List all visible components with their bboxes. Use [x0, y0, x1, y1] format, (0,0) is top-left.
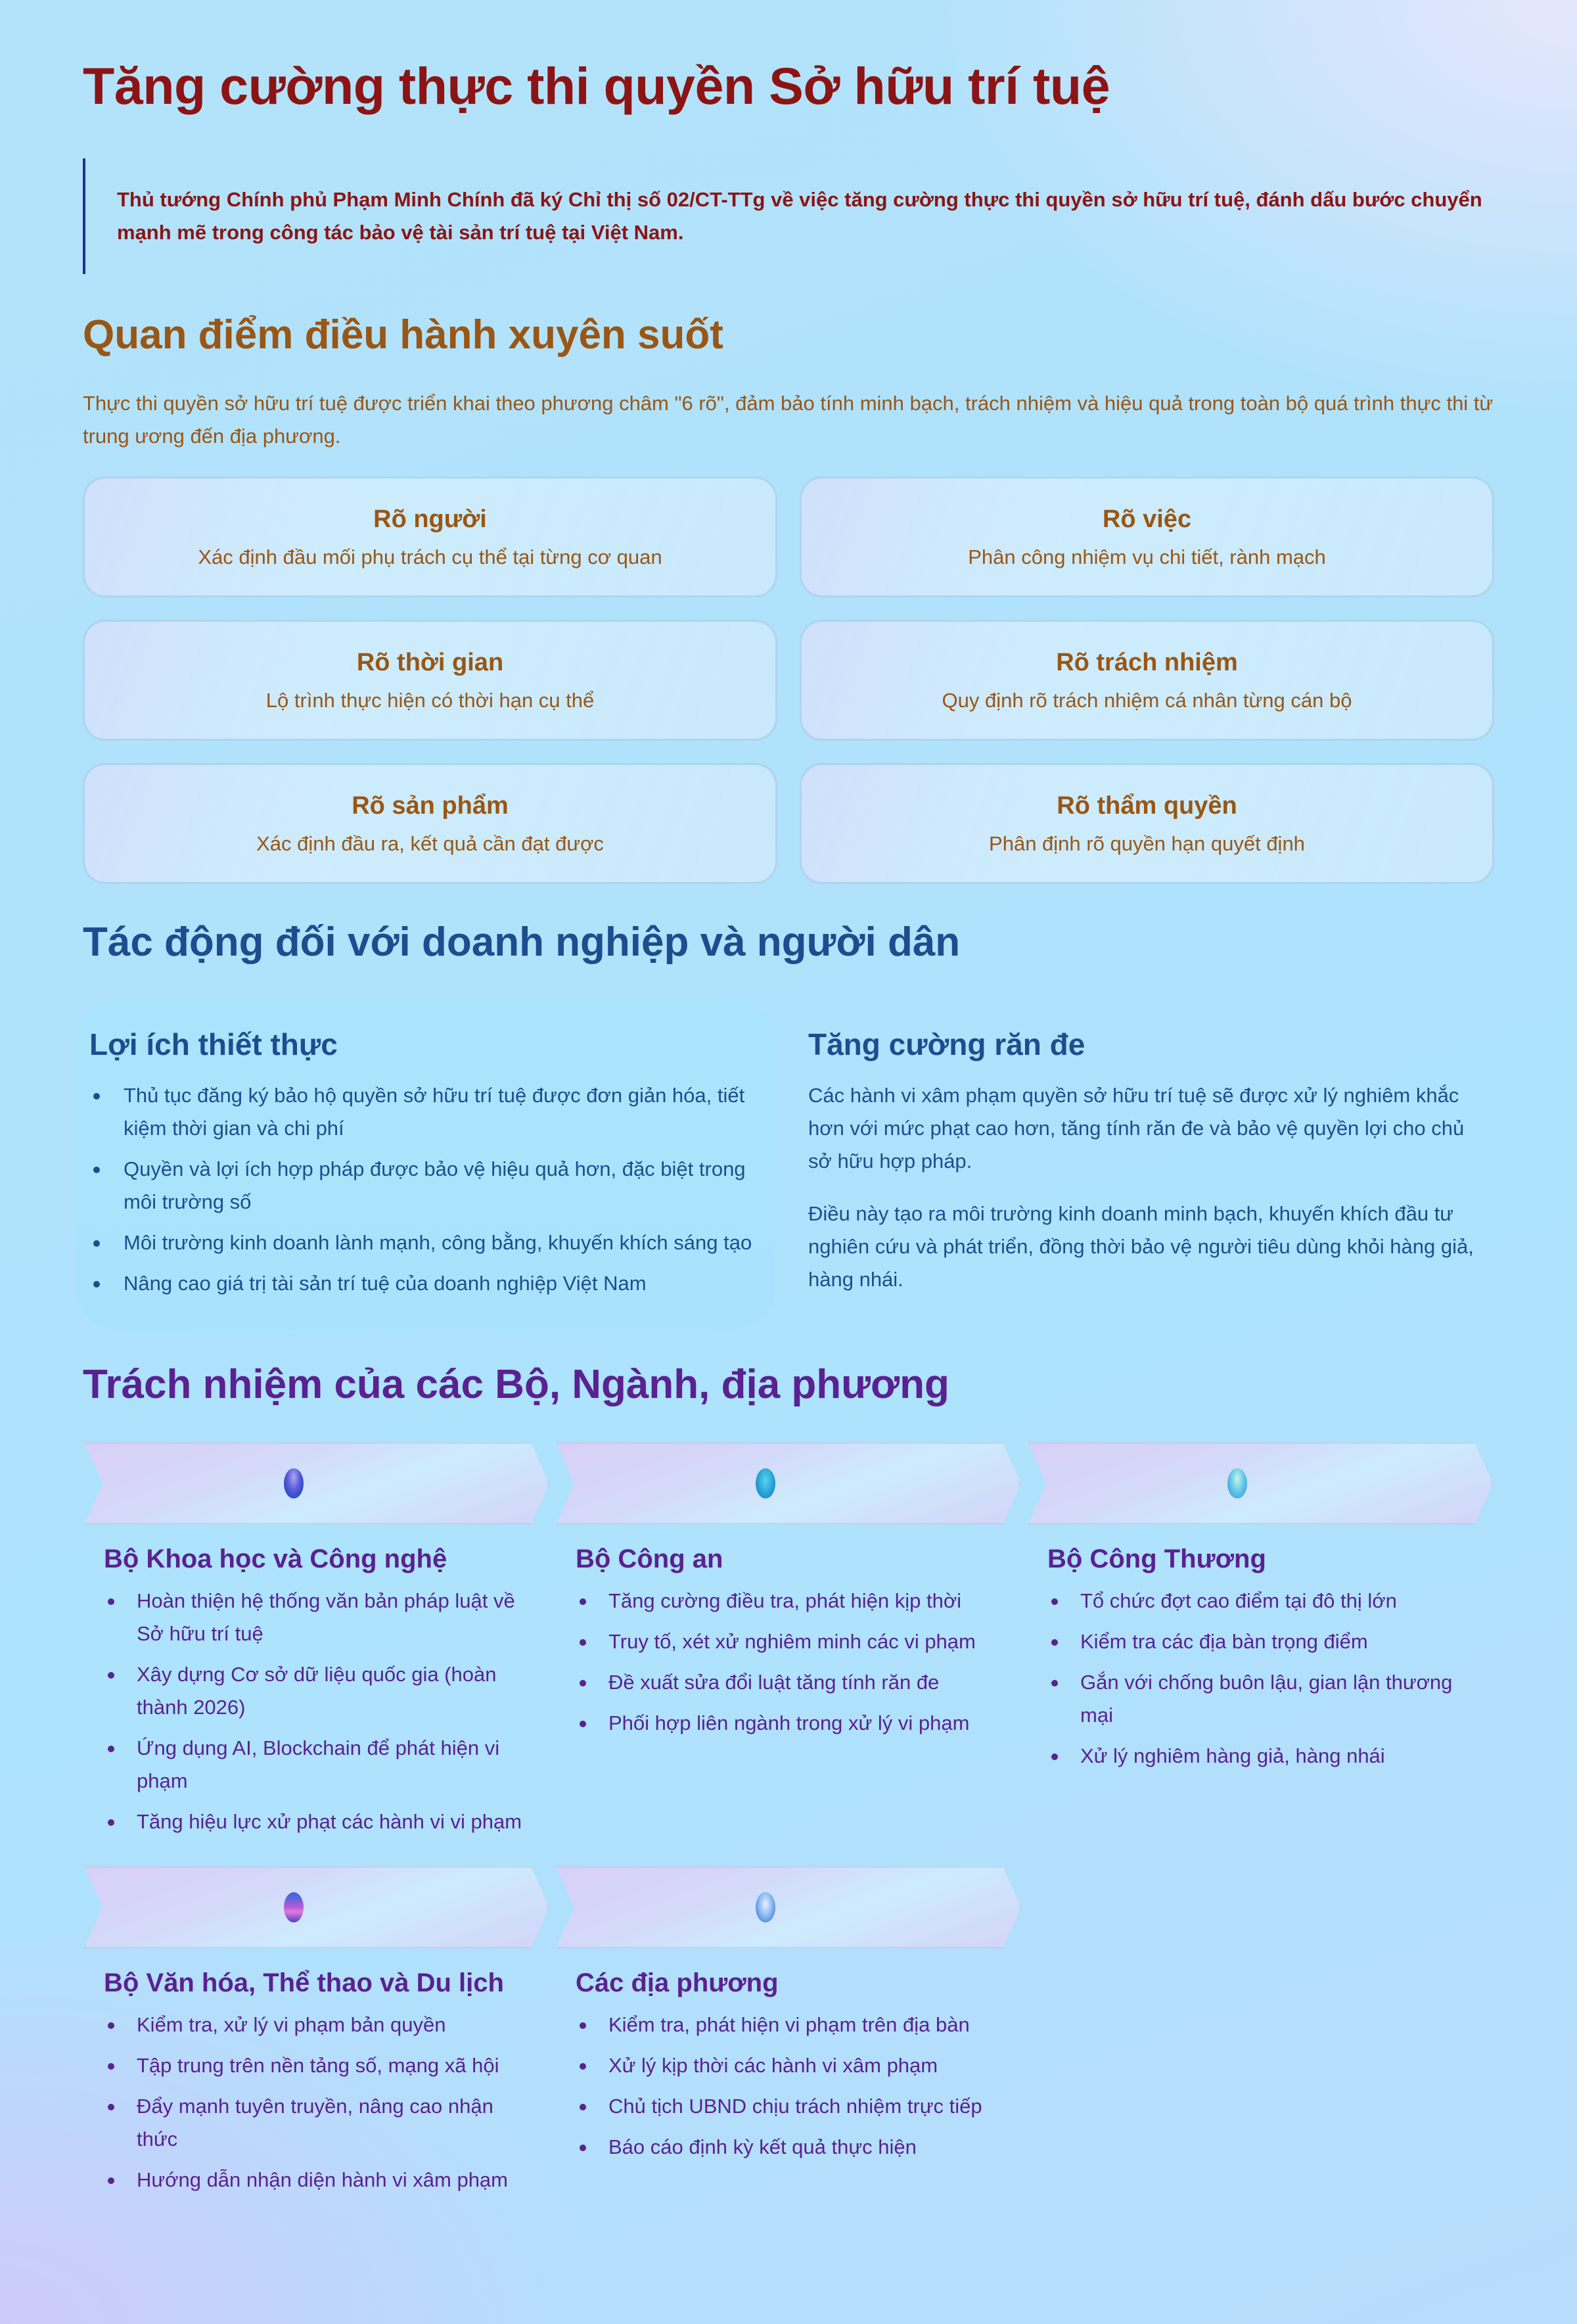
list-item: Truy tố, xét xử nghiêm minh các vi phạm [576, 1625, 1011, 1658]
list-item: Kiểm tra, xử lý vi phạm bản quyền [104, 2009, 539, 2041]
agency-task-list [1047, 1585, 1482, 1773]
deterrence-title: Tăng cường răn đe [808, 1027, 1086, 1061]
list-item: Xây dựng Cơ sở dữ liệu quốc gia (hoàn thành 2026) [104, 1658, 539, 1724]
list-item: Quyền và lợi ích hợp pháp được bảo vệ hiệu quả hơn, đặc biệt trong môi trường số [89, 1153, 756, 1219]
agency-task-list [104, 2009, 539, 2196]
list-item: Thủ tục đăng ký bảo hộ quyền sở hữu trí tuệ được đơn giản hóa, tiết kiệm thời gian và chi phí [89, 1079, 756, 1145]
agency-title: Bộ Công Thương [1047, 1545, 1266, 1574]
agency-chevron-banner [556, 1866, 1021, 1949]
benefits-box [76, 1000, 775, 1329]
list-item: Báo cáo định kỳ kết quả thực hiện [576, 2131, 1011, 2164]
principle-desc: Quy định rõ trách nhiệm cá nhân từng cán bộ [942, 688, 1352, 712]
list-item: Gắn với chống buôn lậu, gian lận thương mại [1047, 1666, 1482, 1732]
principle-card-ro-nguoi [83, 476, 777, 597]
list-item: Ứng dụng AI, Blockchain để phát hiện vi phạm [104, 1732, 539, 1798]
science-building-icon [284, 1468, 304, 1499]
list-item: Đề xuất sửa đổi luật tăng tính răn đe [576, 1666, 1011, 1699]
principles-intro: Thực thi quyền sở hữu trí tuệ được triển khai theo phương châm "6 rõ", đảm bảo tính minh bạch, trách nhiệm và hiệu quả trong toàn bộ quá trình thực thi từ trung ương đến địa phương. [83, 392, 1494, 448]
principle-title: Rõ sản phẩm [352, 791, 509, 820]
agency-card-trade [1028, 1442, 1499, 1846]
deterrence-paragraph: Điều này tạo ra môi trường kinh doanh minh bạch, khuyến khích đầu tư nghiên cứu và phát triển, đồng thời bảo vệ người tiêu dùng khỏi hàng giả, hàng nhái. [808, 1201, 1474, 1291]
list-item: Tổ chức đợt cao điểm tại đô thị lớn [1047, 1585, 1482, 1617]
principle-desc: Phân định rõ quyền hạn quyết định [989, 831, 1305, 855]
principle-title: Rõ người [373, 505, 487, 533]
agency-title: Bộ Khoa học và Công nghệ [104, 1545, 447, 1574]
responsibility-section [83, 1360, 1494, 2204]
principle-title: Rõ trách nhiệm [1056, 648, 1238, 676]
principle-card-ro-thoi-gian [83, 620, 777, 741]
principles-section [83, 311, 1494, 884]
list-item: Nâng cao giá trị tài sản trí tuệ của doanh nghiệp Việt Nam [89, 1267, 756, 1300]
list-item: Kiểm tra các địa bàn trọng điểm [1047, 1625, 1482, 1658]
impact-heading: Tác động đối với doanh nghiệp và người dân [83, 919, 961, 965]
deterrence-paragraph: Các hành vi xâm phạm quyền sở hữu trí tuệ sẽ được xử lý nghiêm khắc hơn với mức phạt cao hơn, tăng tính răn đe và bảo vệ quyền lợi cho chủ sở hữu hợp pháp. [808, 1083, 1465, 1173]
agency-task-list [576, 1585, 1011, 1740]
list-item: Chủ tịch UBND chịu trách nhiệm trực tiếp [576, 2090, 1011, 2123]
list-item: Môi trường kinh doanh lành mạnh, công bằng, khuyến khích sáng tạo [89, 1226, 756, 1259]
police-city-icon [756, 1468, 775, 1499]
agency-grid [84, 1442, 1499, 2204]
lead-quote [83, 158, 1494, 274]
agency-task-list [576, 2009, 1011, 2164]
list-item: Hoàn thiện hệ thống văn bản pháp luật về Sở hữu trí tuệ [104, 1585, 539, 1650]
agency-chevron-banner [84, 1866, 549, 1949]
list-item: Xử lý kịp thời các hành vi xâm phạm [576, 2049, 1011, 2082]
principles-heading: Quan điểm điều hành xuyên suốt [83, 312, 723, 358]
list-item: Đẩy mạnh tuyên truyền, nâng cao nhận thức [104, 2090, 539, 2156]
lead-text: Thủ tướng Chính phủ Phạm Minh Chính đã ký Chỉ thị số 02/CT-TTg về việc tăng cường thực thi quyền sở hữu trí tuệ, đánh dấu bước chuyển mạnh mẽ trong công tác bảo vệ tài sản trí tuệ tại Việt Nam. [117, 187, 1482, 244]
principle-desc: Xác định đầu mối phụ trách cụ thể tại từng cơ quan [198, 545, 662, 569]
agency-title: Bộ Công an [576, 1545, 723, 1574]
list-item: Hướng dẫn nhận diện hành vi xâm phạm [104, 2164, 539, 2196]
principles-grid [83, 476, 1494, 884]
agency-card-culture [84, 1866, 556, 2204]
principle-card-ro-san-pham [83, 763, 777, 884]
local-people-icon [756, 1892, 775, 1922]
impact-grid [83, 1000, 1494, 1329]
agency-chevron-banner [1028, 1442, 1493, 1525]
trade-market-icon [1227, 1468, 1247, 1499]
principle-title: Rõ việc [1102, 505, 1192, 533]
agency-card-local [556, 1866, 1028, 2204]
agency-title: Các địa phương [576, 1968, 779, 1998]
principle-card-ro-tham-quyen [800, 763, 1494, 884]
principle-card-ro-trach-nhiem [800, 620, 1494, 741]
agency-card-police [556, 1442, 1028, 1846]
list-item: Tăng hiệu lực xử phạt các hành vi vi phạm [104, 1805, 539, 1838]
list-item: Phối hợp liên ngành trong xử lý vi phạm [576, 1707, 1011, 1740]
list-item: Xử lý nghiêm hàng giả, hàng nhái [1047, 1740, 1482, 1773]
principle-desc: Lộ trình thực hiện có thời hạn cụ thể [265, 688, 595, 712]
agency-chevron-banner [556, 1442, 1021, 1525]
deterrence-box [802, 1000, 1494, 1329]
benefits-list [89, 1079, 756, 1300]
principle-title: Rõ thời gian [356, 648, 504, 676]
impact-section [83, 918, 1494, 1328]
agency-title: Bộ Văn hóa, Thể thao và Du lịch [104, 1968, 504, 1998]
agency-chevron-banner [84, 1442, 549, 1525]
list-item: Tập trung trên nền tảng số, mạng xã hội [104, 2049, 539, 2082]
page-title: Tăng cường thực thi quyền Sở hữu trí tuệ [83, 57, 1110, 115]
responsibility-heading: Trách nhiệm của các Bộ, Ngành, địa phương [83, 1361, 949, 1407]
agency-task-list [104, 1585, 539, 1838]
benefits-title: Lợi ích thiết thực [89, 1027, 338, 1061]
principle-desc: Phân công nhiệm vụ chi tiết, rành mạch [968, 545, 1326, 569]
principle-title: Rõ thẩm quyền [1057, 791, 1237, 820]
agency-card-science [84, 1442, 556, 1846]
list-item: Tăng cường điều tra, phát hiện kịp thời [576, 1585, 1011, 1617]
culture-landscape-icon [284, 1892, 304, 1922]
list-item: Kiểm tra, phát hiện vi phạm trên địa bàn [576, 2009, 1011, 2041]
principle-card-ro-viec [800, 476, 1494, 597]
principle-desc: Xác định đầu ra, kết quả cần đạt được [256, 831, 604, 855]
